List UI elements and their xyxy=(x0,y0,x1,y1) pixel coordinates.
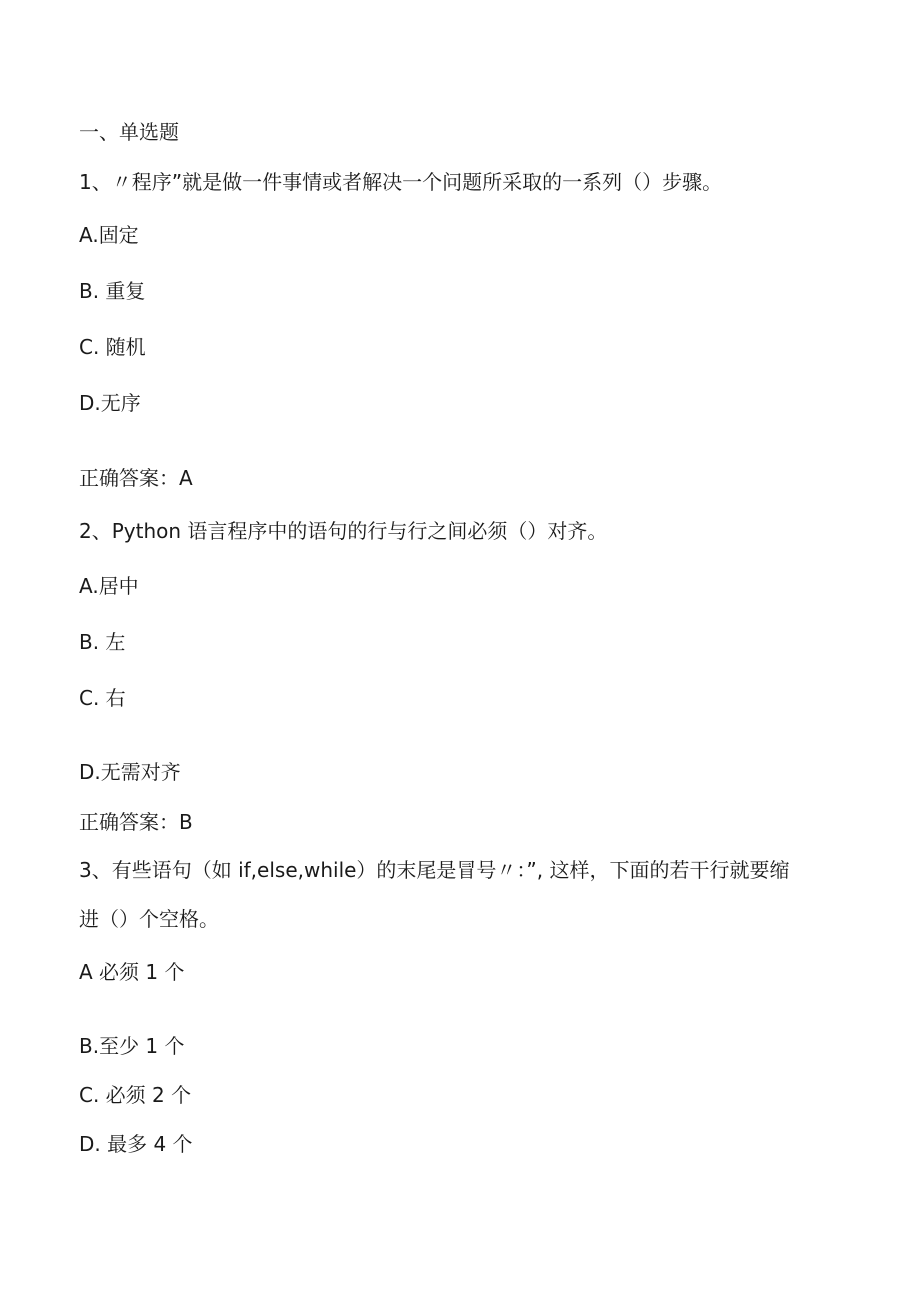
question-3-stem-line-1: 3、有些语句（如 if,else,while）的末尾是冒号〃：”, 这样，下面的若干行就要缩 xyxy=(79,858,790,882)
question-1-stem: 1、〃程序”就是做一件事情或者解决一个问题所采取的一系列（）步骤。 xyxy=(79,170,723,194)
question-1-option-b: B. 重复 xyxy=(79,279,146,303)
question-3-option-d: D. 最多 4 个 xyxy=(79,1132,193,1156)
section-title: 一、单选题 xyxy=(79,120,179,144)
question-1-answer: 正确答案：A xyxy=(79,466,193,490)
question-2-stem: 2、Python 语言程序中的语句的行与行之间必须（）对齐。 xyxy=(79,519,608,543)
question-2-option-b: B. 左 xyxy=(79,630,126,654)
question-2-answer: 正确答案：B xyxy=(79,810,193,834)
question-1-option-a: A.固定 xyxy=(79,223,139,247)
question-3-option-a: A 必须 1 个 xyxy=(79,960,185,984)
question-1-option-c: C. 随机 xyxy=(79,335,146,359)
question-2-option-c: C. 右 xyxy=(79,686,126,710)
question-2-option-a: A.居中 xyxy=(79,574,139,598)
question-3-option-b: B.至少 1 个 xyxy=(79,1034,185,1058)
question-3-stem-line-2: 进（）个空格。 xyxy=(79,907,219,931)
question-1-option-d: D.无序 xyxy=(79,391,141,415)
question-3-option-c: C. 必须 2 个 xyxy=(79,1083,192,1107)
question-2-option-d: D.无需对齐 xyxy=(79,760,181,784)
